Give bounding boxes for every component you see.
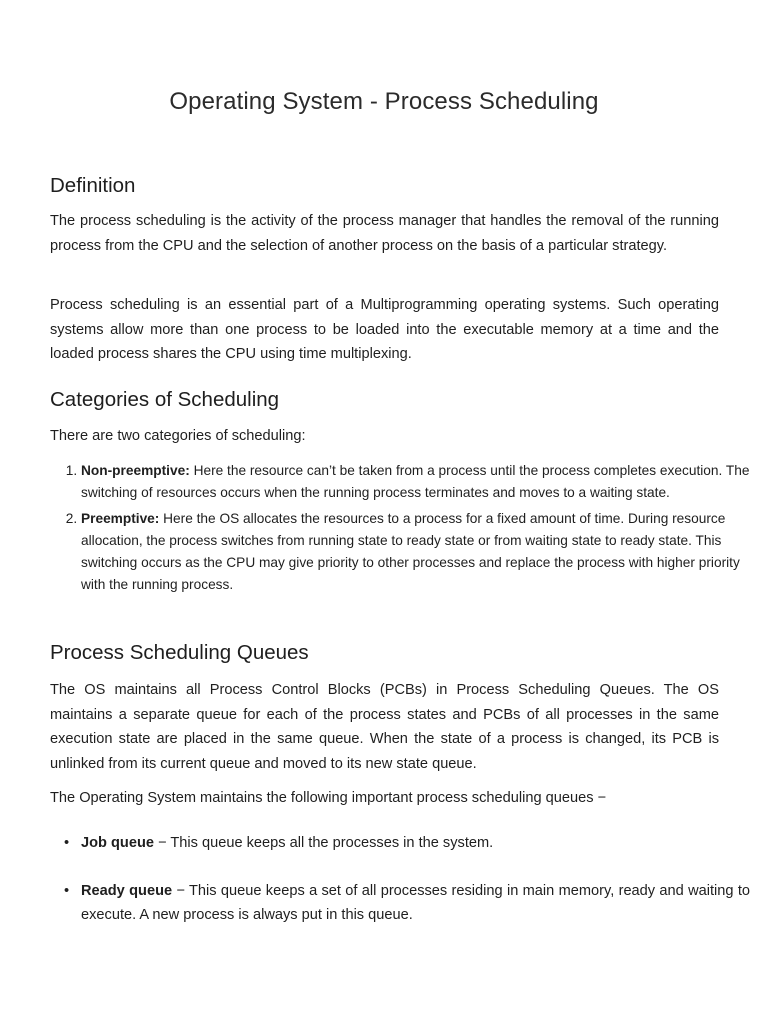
queues-paragraph-1: The OS maintains all Process Control Blocks (PCBs) in Process Scheduling Queues. The OS maintains a separate queue for each of the process states and PCBs of all processes in the same execution state are placed in the same queue. When the state of a process is changed, its PCB is unlinked from its current queue and moved to its new state queue. (50, 682, 719, 772)
queue-description: − This queue keeps all the processes in the system. (153, 835, 494, 851)
list-item (81, 460, 750, 504)
list-item (64, 879, 750, 928)
category-term: Preemptive: (81, 511, 160, 526)
definition-paragraph-1: The process scheduling is the activity of the process manager that handles the removal of the running process from the CPU and the selection of another process on the basis of a particular strategy. (50, 213, 719, 254)
bullet-icon: • (64, 882, 70, 899)
categories-list (50, 460, 750, 600)
queues-paragraph-2: The Operating System maintains the following important process scheduling queues − (50, 790, 607, 806)
queue-term: Job queue (81, 835, 154, 851)
category-description: Here the resource can’t be taken from a process until the process completes execution. The switching of resources occurs when the running process terminates and moves to a waiting state. (81, 463, 750, 500)
list-item (81, 508, 750, 596)
definition-heading: Definition (50, 174, 136, 197)
categories-heading: Categories of Scheduling (50, 388, 280, 411)
bullet-icon: • (64, 835, 70, 851)
page-title: Operating System - Process Scheduling (169, 88, 599, 115)
category-description: Here the OS allocates the resources to a process for a fixed amount of time. During resource allocation, the process switches from running state to ready state or from waiting state to ready state. This switching occurs as the CPU may give priority to other processes and replace the process with higher priority with the running process. (81, 511, 740, 592)
queue-term: Ready queue (81, 882, 173, 899)
categories-intro: There are two categories of scheduling: (50, 428, 306, 444)
queue-description: − This queue keeps a set of all processes residing in main memory, ready and waiting to execute. A new process is always put in this queue. (81, 882, 750, 924)
queues-heading: Process Scheduling Queues (50, 641, 309, 664)
list-item (64, 831, 750, 856)
category-term: Non-preemptive: (81, 463, 190, 478)
queues-list (50, 831, 750, 951)
definition-paragraph-2: Process scheduling is an essential part of a Multiprogramming operating systems. Such operating systems allow more than one process to be loaded into the executable memory at a time and the loaded process shares the CPU using time multiplexing. (50, 297, 719, 363)
